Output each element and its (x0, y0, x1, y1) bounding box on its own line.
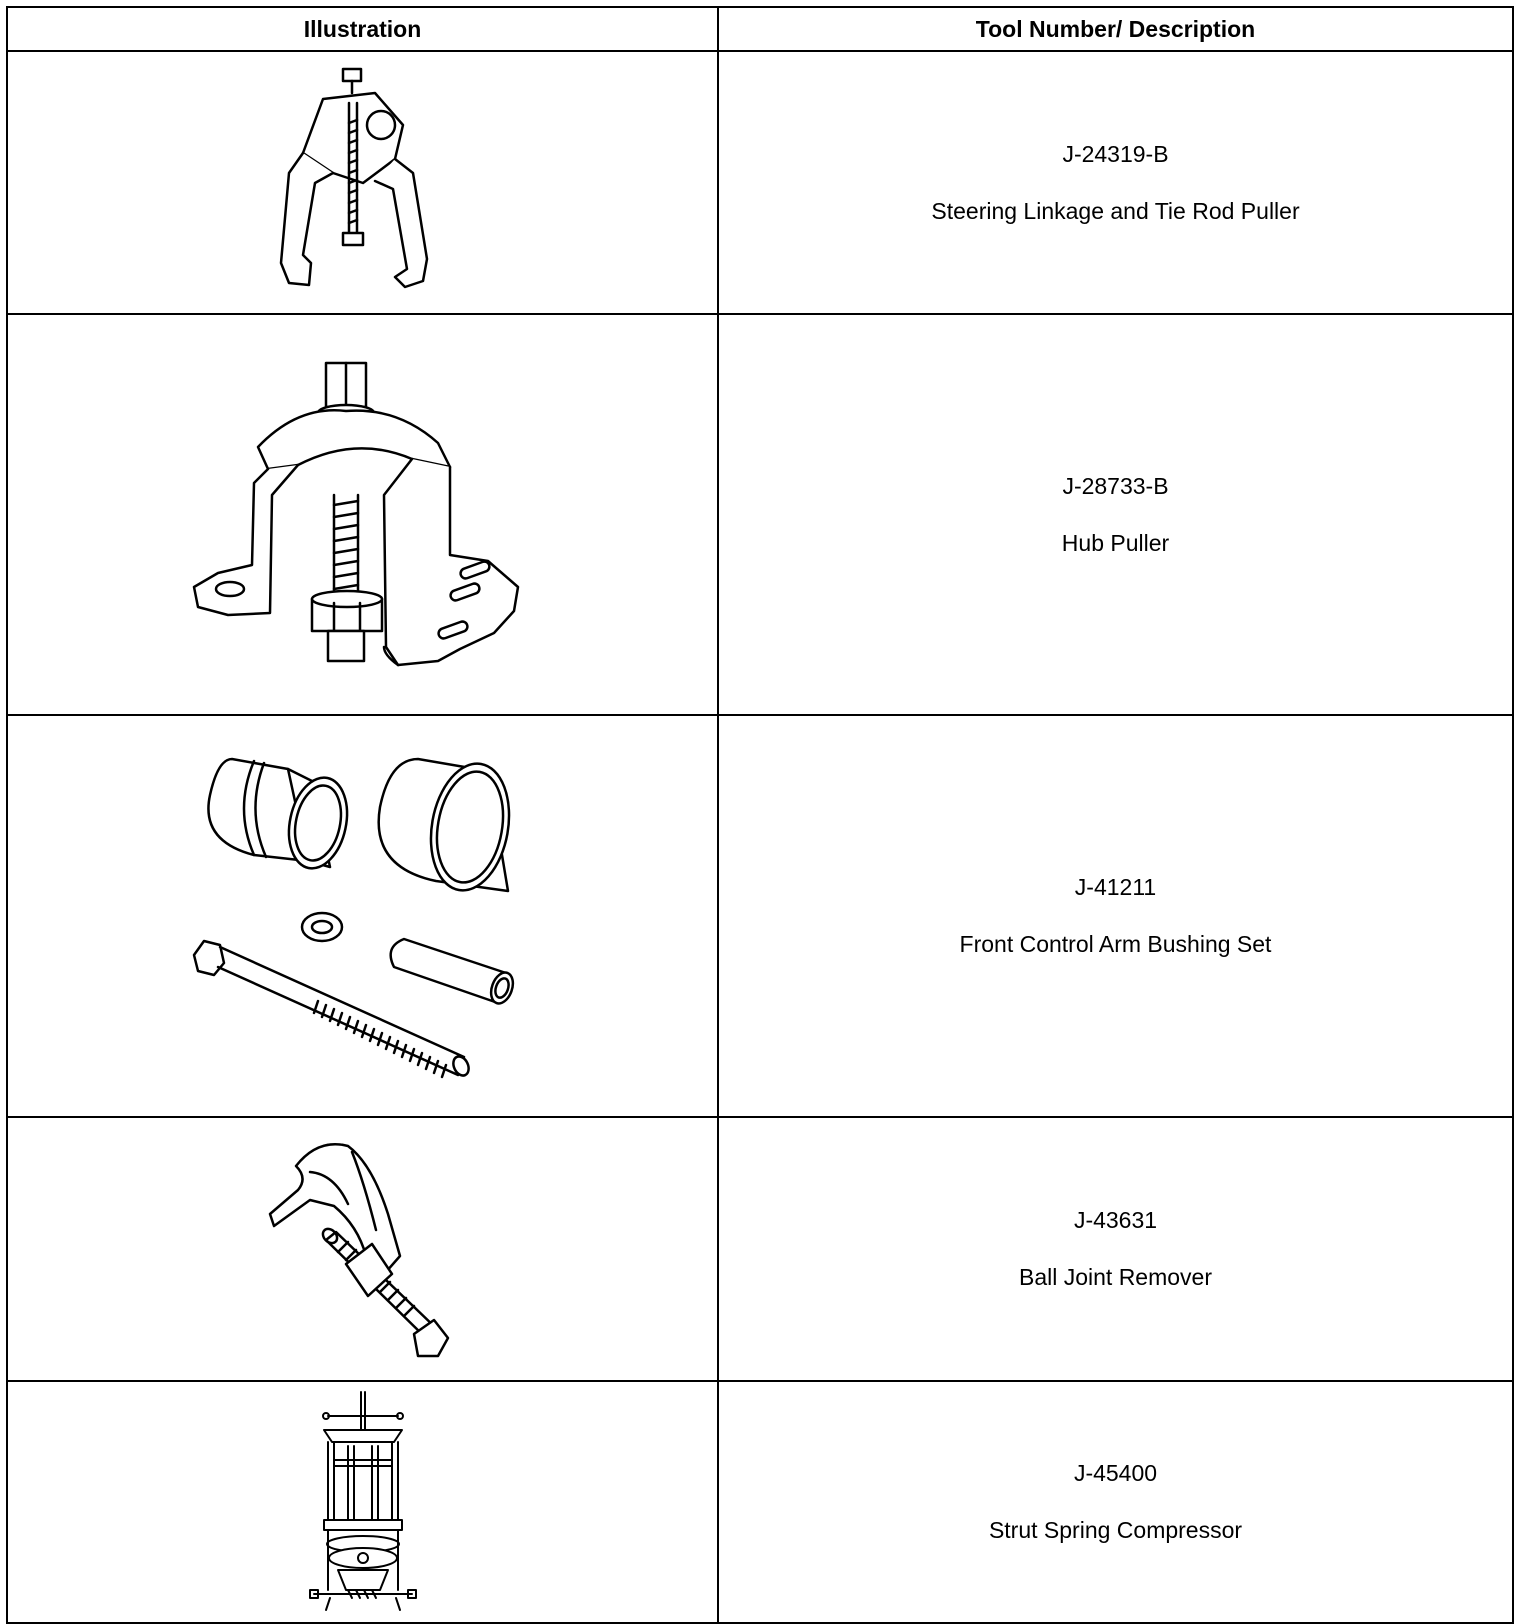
illustration-cell (7, 715, 718, 1117)
special-tools-table (6, 6, 1514, 1624)
tie-rod-puller-icon (263, 63, 463, 303)
illustration-cell (7, 1117, 718, 1381)
tool-number: J-28733-B (1062, 472, 1169, 499)
header-row (7, 7, 1513, 51)
description-cell (718, 1381, 1513, 1623)
header-tool-number-description: Tool Number/ Description (718, 7, 1513, 51)
illustration-cell (7, 1381, 718, 1623)
tool-description: Steering Linkage and Tie Rod Puller (931, 197, 1300, 224)
table-row (7, 51, 1513, 314)
table-row (7, 715, 1513, 1117)
description-cell (718, 1117, 1513, 1381)
tool-description: Hub Puller (1061, 529, 1170, 556)
bushing-set-icon (188, 741, 538, 1091)
strut-spring-compressor-icon (308, 1390, 418, 1614)
description-cell (718, 314, 1513, 715)
description-cell (718, 51, 1513, 314)
illustration-cell (7, 51, 718, 314)
tool-number: J-41211 (1074, 874, 1157, 900)
table-row (7, 1117, 1513, 1381)
tool-number: J-24319-B (1062, 140, 1169, 167)
tool-number: J-45400 (1073, 1460, 1158, 1486)
tool-description: Front Control Arm Bushing Set (959, 931, 1272, 957)
ball-joint-remover-icon (268, 1134, 458, 1364)
table-row (7, 314, 1513, 715)
tool-description: Strut Spring Compressor (988, 1517, 1243, 1543)
header-illustration: Illustration (7, 7, 718, 51)
table-row (7, 1381, 1513, 1623)
tool-description: Ball Joint Remover (1018, 1264, 1213, 1290)
tool-number: J-43631 (1073, 1207, 1158, 1233)
hub-puller-icon (188, 355, 538, 675)
description-cell (718, 715, 1513, 1117)
illustration-cell (7, 314, 718, 715)
